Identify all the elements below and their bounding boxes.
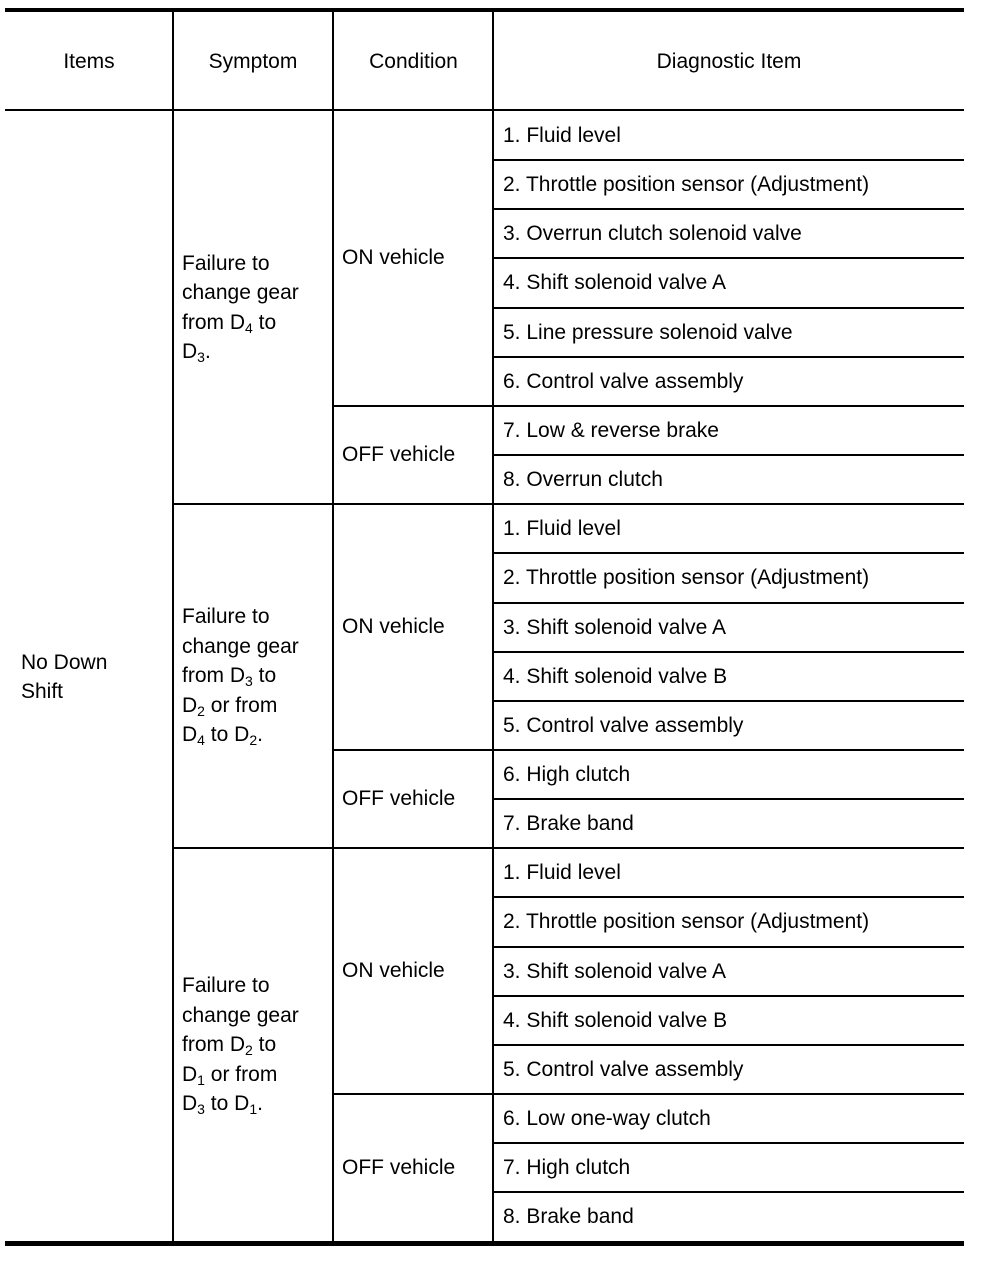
- row-divider: [493, 257, 964, 259]
- col-divider-3: [492, 12, 494, 1241]
- gear-subscript: 3: [245, 673, 253, 690]
- diagnostic-item: 4. Shift solenoid valve A: [503, 271, 726, 295]
- row-divider: [333, 1093, 964, 1095]
- row-divider: [493, 602, 964, 604]
- diagnostic-item: 2. Throttle position sensor (Adjustment): [503, 566, 870, 590]
- gear-subscript: 3: [197, 1101, 205, 1118]
- symptom-line: Failure to: [182, 605, 270, 629]
- diagnostic-item: 5. Line pressure solenoid valve: [503, 320, 793, 344]
- row-divider: [493, 995, 964, 997]
- diagnostic-item: 6. High clutch: [503, 762, 631, 786]
- col-divider-2: [332, 12, 334, 1241]
- symptom-line: $D_2$ or from: [182, 693, 278, 719]
- condition-label: ON vehicle: [342, 615, 445, 639]
- gear-subscript: 3: [197, 349, 205, 366]
- condition-label: OFF vehicle: [342, 787, 456, 811]
- row-divider: [333, 405, 964, 407]
- diagnostic-item: 1. Fluid level: [503, 517, 621, 541]
- row-divider: [493, 307, 964, 309]
- symptom-line: change gear: [182, 281, 299, 305]
- diagnostic-item: 3. Shift solenoid valve A: [503, 959, 726, 983]
- diagnostic-item: 5. Control valve assembly: [503, 713, 744, 737]
- gear-subscript: 1: [249, 1101, 258, 1118]
- symptom-line: from $D_3$ to: [182, 664, 277, 690]
- symptom-line: change gear: [182, 1003, 299, 1027]
- condition-label: ON vehicle: [342, 246, 445, 270]
- item-label-line-1: No Down: [21, 651, 108, 674]
- row-divider: [493, 946, 964, 948]
- row-divider: [493, 552, 964, 554]
- row-divider: [173, 847, 964, 849]
- condition-label: OFF vehicle: [342, 1155, 456, 1179]
- row-divider: [493, 700, 964, 702]
- row-divider: [493, 1044, 964, 1046]
- diagnostic-item: 6. Low one-way clutch: [503, 1107, 711, 1130]
- row-divider: [493, 896, 964, 898]
- row-divider: [493, 356, 964, 358]
- diagnostic-item: 8. Overrun clutch: [503, 468, 663, 492]
- diagnostic-item: 1. Fluid level: [503, 861, 621, 885]
- symptom-line: $D_1$ or from: [182, 1062, 278, 1088]
- diagnostic-item: 7. High clutch: [503, 1156, 631, 1180]
- diagnostic-item: 4. Shift solenoid valve B: [503, 664, 728, 688]
- diagnostic-item: 4. Shift solenoid valve B: [503, 1008, 728, 1032]
- condition-label: OFF vehicle: [342, 443, 456, 467]
- gear-subscript: 4: [197, 732, 205, 749]
- symptom-line: Failure to: [182, 251, 270, 275]
- item-label: [21, 648, 107, 706]
- symptom-line: from $D_4$ to: [182, 310, 277, 336]
- diagnostic-item: 2. Throttle position sensor (Adjustment): [503, 910, 870, 934]
- header-bottom-border: [5, 109, 964, 111]
- diagnostic-item: 7. Low & reverse brake: [503, 418, 719, 442]
- header-items: Items: [63, 50, 115, 73]
- diagnostic-item: 8. Brake band: [503, 1205, 634, 1229]
- symptom-text: [182, 971, 299, 1119]
- gear-subscript: 1: [197, 1071, 205, 1088]
- diagnostic-item: 6. Control valve assembly: [503, 369, 744, 393]
- diagnostic-item: 5. Control valve assembly: [503, 1057, 744, 1081]
- symptom-line: from $D_2$ to: [182, 1033, 277, 1059]
- row-divider: [173, 503, 964, 505]
- table-bottom-border: [5, 1241, 964, 1246]
- symptom-line: $D_4$ to $D_2$.: [182, 723, 263, 749]
- symptom-text: [182, 602, 299, 750]
- diagnostic-item: 3. Overrun clutch solenoid valve: [503, 222, 802, 246]
- col-divider-1: [172, 12, 174, 1241]
- row-divider: [493, 651, 964, 653]
- row-divider: [493, 159, 964, 161]
- diagnostic-item: 2. Throttle position sensor (Adjustment): [503, 173, 870, 197]
- symptom-line: $D_3$ to $D_1$.: [182, 1092, 263, 1118]
- diagnostic-item: 1. Fluid level: [503, 124, 621, 147]
- condition-label: ON vehicle: [342, 959, 445, 983]
- diagnostic-item: 7. Brake band: [503, 812, 634, 836]
- symptom-text: [182, 249, 299, 367]
- header-diagnostic-item: Diagnostic Item: [656, 50, 802, 73]
- header-condition: Condition: [369, 50, 458, 73]
- row-divider: [493, 454, 964, 456]
- header-symptom: Symptom: [208, 50, 298, 73]
- symptom-line: change gear: [182, 634, 299, 658]
- table-top-border: [5, 8, 964, 12]
- item-label-line-2: Shift: [21, 680, 64, 703]
- symptom-line: $D_3$.: [182, 340, 211, 366]
- gear-subscript: 2: [249, 732, 258, 749]
- gear-subscript: 2: [197, 702, 205, 719]
- row-divider: [493, 1191, 964, 1193]
- gear-subscript: 4: [245, 319, 253, 336]
- row-divider: [493, 208, 964, 210]
- row-divider: [493, 1142, 964, 1144]
- gear-subscript: 2: [245, 1042, 253, 1059]
- symptom-line: Failure to: [182, 974, 270, 998]
- row-divider: [493, 798, 964, 800]
- row-divider: [333, 749, 964, 751]
- diagnostic-item: 3. Shift solenoid valve A: [503, 615, 726, 639]
